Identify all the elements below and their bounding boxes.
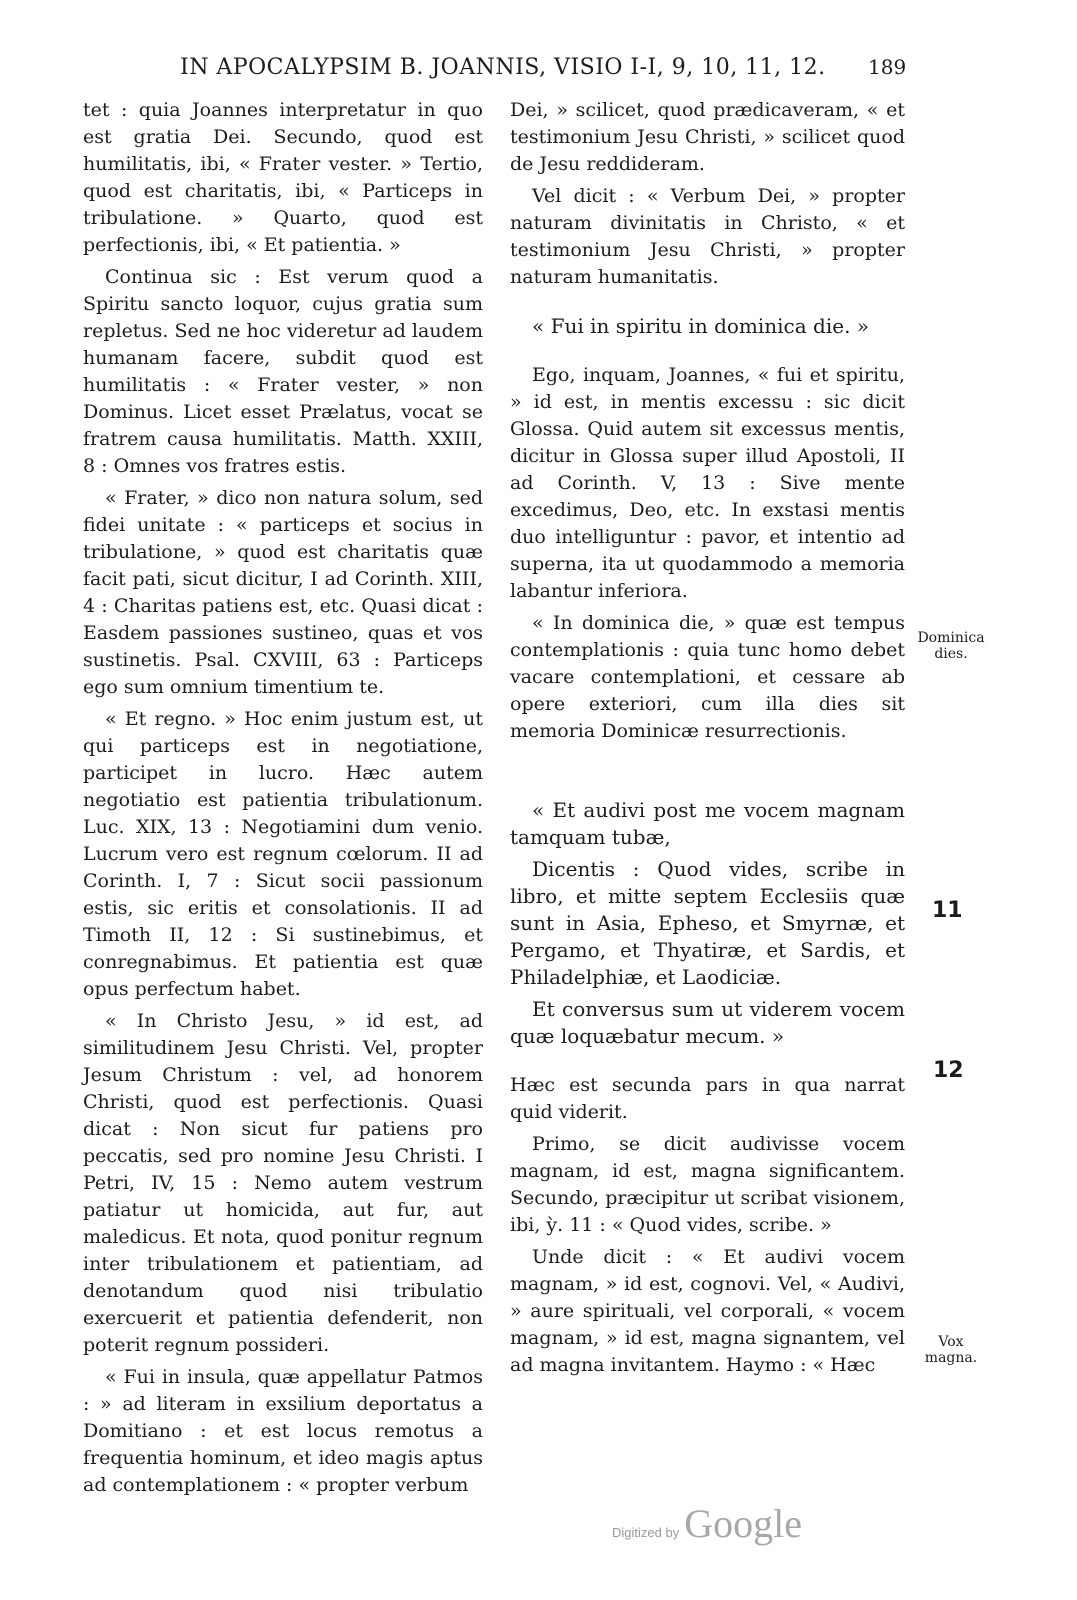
paragraph: « Fui in insula, quæ appellatur Patmos : » ad literam in exsilium deportatus a Domitiano : et est locus remotus a frequentia hominum, et ideo magis aptus ad contemplationem : « propter verbum (83, 1366, 483, 1496)
scripture-verse: Et conversus sum ut viderem vocem quæ loquæbatur mecum. » (510, 997, 905, 1048)
paragraph: « In dominica die, » quæ est tempus contemplationis : quia tunc homo debet vacare contemplationi, et cessare ab opere exteriori, cum illa dies sit memoria Dominicæ resurrectionis. (510, 612, 905, 742)
scripture-verse: « Et audivi post me vocem magnam tamquam tubæ, (510, 798, 905, 849)
paragraph: « Et regno. » Hoc enim justum est, ut qui particeps est in negotiatione, participet in lucro. Hæc autem negotiatio est patientia tribulationum. Luc. XIX, 13 : Negotiamini dum venio. Lucrum vero est regnum cœlorum. II ad Corinth. I, 7 : Sicut socii passionum estis, sic eritis et consolationis. II ad Timoth II, 12 : Si sustinebimus, et conregnabimus. Et patientia est quæ opus perfectum habet. (83, 708, 483, 1000)
right-column (510, 97, 905, 1379)
margin-note-vox: Vox magna. (924, 1334, 978, 1366)
scripture-verse: Dicentis : Quod vides, scribe in libro, et mitte septem Ecclesiis quæ sunt in Asia, Epheso, et Smyrnæ, et Pergamo, et Thyatiræ, et Sardis, et Philadelphiæ, et Laodiciæ. (510, 857, 905, 989)
paragraph: « Frater, » dico non natura solum, sed fidei unitate : « particeps et socius in tribulatione, » quod est charitatis quæ facit pati, sicut dicitur, I ad Corinth. XIII, 4 : Charitas patiens est, etc. Quasi dicat : Easdem passiones sustineo, quas et vos sustinetis. Psal. CXVIII, 63 : Particeps ego sum omnium timentium te. (83, 487, 483, 698)
running-header (0, 55, 1077, 85)
digitized-watermark (612, 1500, 802, 1547)
paragraph: « In Christo Jesu, » id est, ad similitudinem Jesu Christi. Vel, propter Jesum Christum : vel, ad honorem Christi, quod est perfectionis. Quasi dicat : Non sicut fur patiens pro peccatis, sed pro nomine Jesu Christi. I Petri, IV, 15 : Nemo autem vestrum patiatur ut homicida, aut fur, aut maledicus. Et nota, quod ponitur regnum inter tribulationem et patientiam, ad denotandum quod nisi tribulatio exercuerit et patientia defenderit, non poterit regnum possideri. (83, 1010, 483, 1356)
paragraph: Hæc est secunda pars in qua narrat quid viderit. (510, 1074, 905, 1123)
paragraph: Dei, » scilicet, quod prædicaveram, « et testimonium Jesu Christi, » scilicet quod de Jesu reddideram. (510, 99, 905, 175)
verse-number-11: 11 (932, 898, 963, 923)
paragraph: Continua sic : Est verum quod a Spiritu sancto loquor, cujus gratia sum repletus. Sed ne hoc videretur ad laudem humanam facere, subdit quod est humilitatis : « Frater vester, » non Dominus. Licet esset Prælatus, vocat se fratrem causa humilitatis. Matth. XXIII, 8 : Omnes vos fratres estis. (83, 266, 483, 477)
paragraph: tet : quia Joannes interpretatur in quo est gratia Dei. Secundo, quod est humilitatis, ibi, « Frater vester. » Tertio, quod est charitatis, ibi, « Particeps in tribulatione. » Quarto, quod est perfectionis, ibi, « Et patientia. » (83, 99, 483, 256)
watermark-prefix: Digitized by (612, 1525, 680, 1540)
paragraph: Ego, inquam, Joannes, « fui et spiritu, » id est, in mentis excessu : sic dicit Glossa. Quid autem sit excessus mentis, dicitur in Glossa super illud Apostoli, II ad Corinth. V, 13 : Sive mente excedimus, Deo, etc. In exstasi mentis duo intelliguntur : pavor, et intentio ad superna, ita ut quodammodo a memoria labantur inferiora. (510, 364, 905, 602)
lemma-heading: « Fui in spiritu in dominica die. » (532, 314, 870, 338)
running-title: IN APOCALYPSIM B. JOANNIS, VISIO I-I, 9, 10, 11, 12. (180, 55, 826, 80)
margin-note-dominica: Dominica dies. (917, 630, 985, 662)
paragraph: Unde dicit : « Et audivi vocem magnam, » id est, cognovi. Vel, « Audivi, » aure spirituali, vel corporali, « vocem magnam, » id est, magna signantem, vel ad magna invitantem. Haymo : « Hæc (510, 1246, 905, 1376)
watermark-logo: Google (684, 1501, 803, 1546)
verse-number-12: 12 (933, 1058, 964, 1083)
paragraph: Vel dicit : « Verbum Dei, » propter naturam divinitatis in Christo, « et testimonium Jesu Christi, » propter naturam humanitatis. (510, 185, 905, 288)
paragraph: Primo, se dicit audivisse vocem magnam, id est, magna significantem. Secundo, præcipitur ut scribat visionem, ibi, ỳ. 11 : « Quod vides, scribe. » (510, 1133, 905, 1236)
page-number: 189 (868, 55, 907, 79)
left-column (83, 97, 483, 1499)
